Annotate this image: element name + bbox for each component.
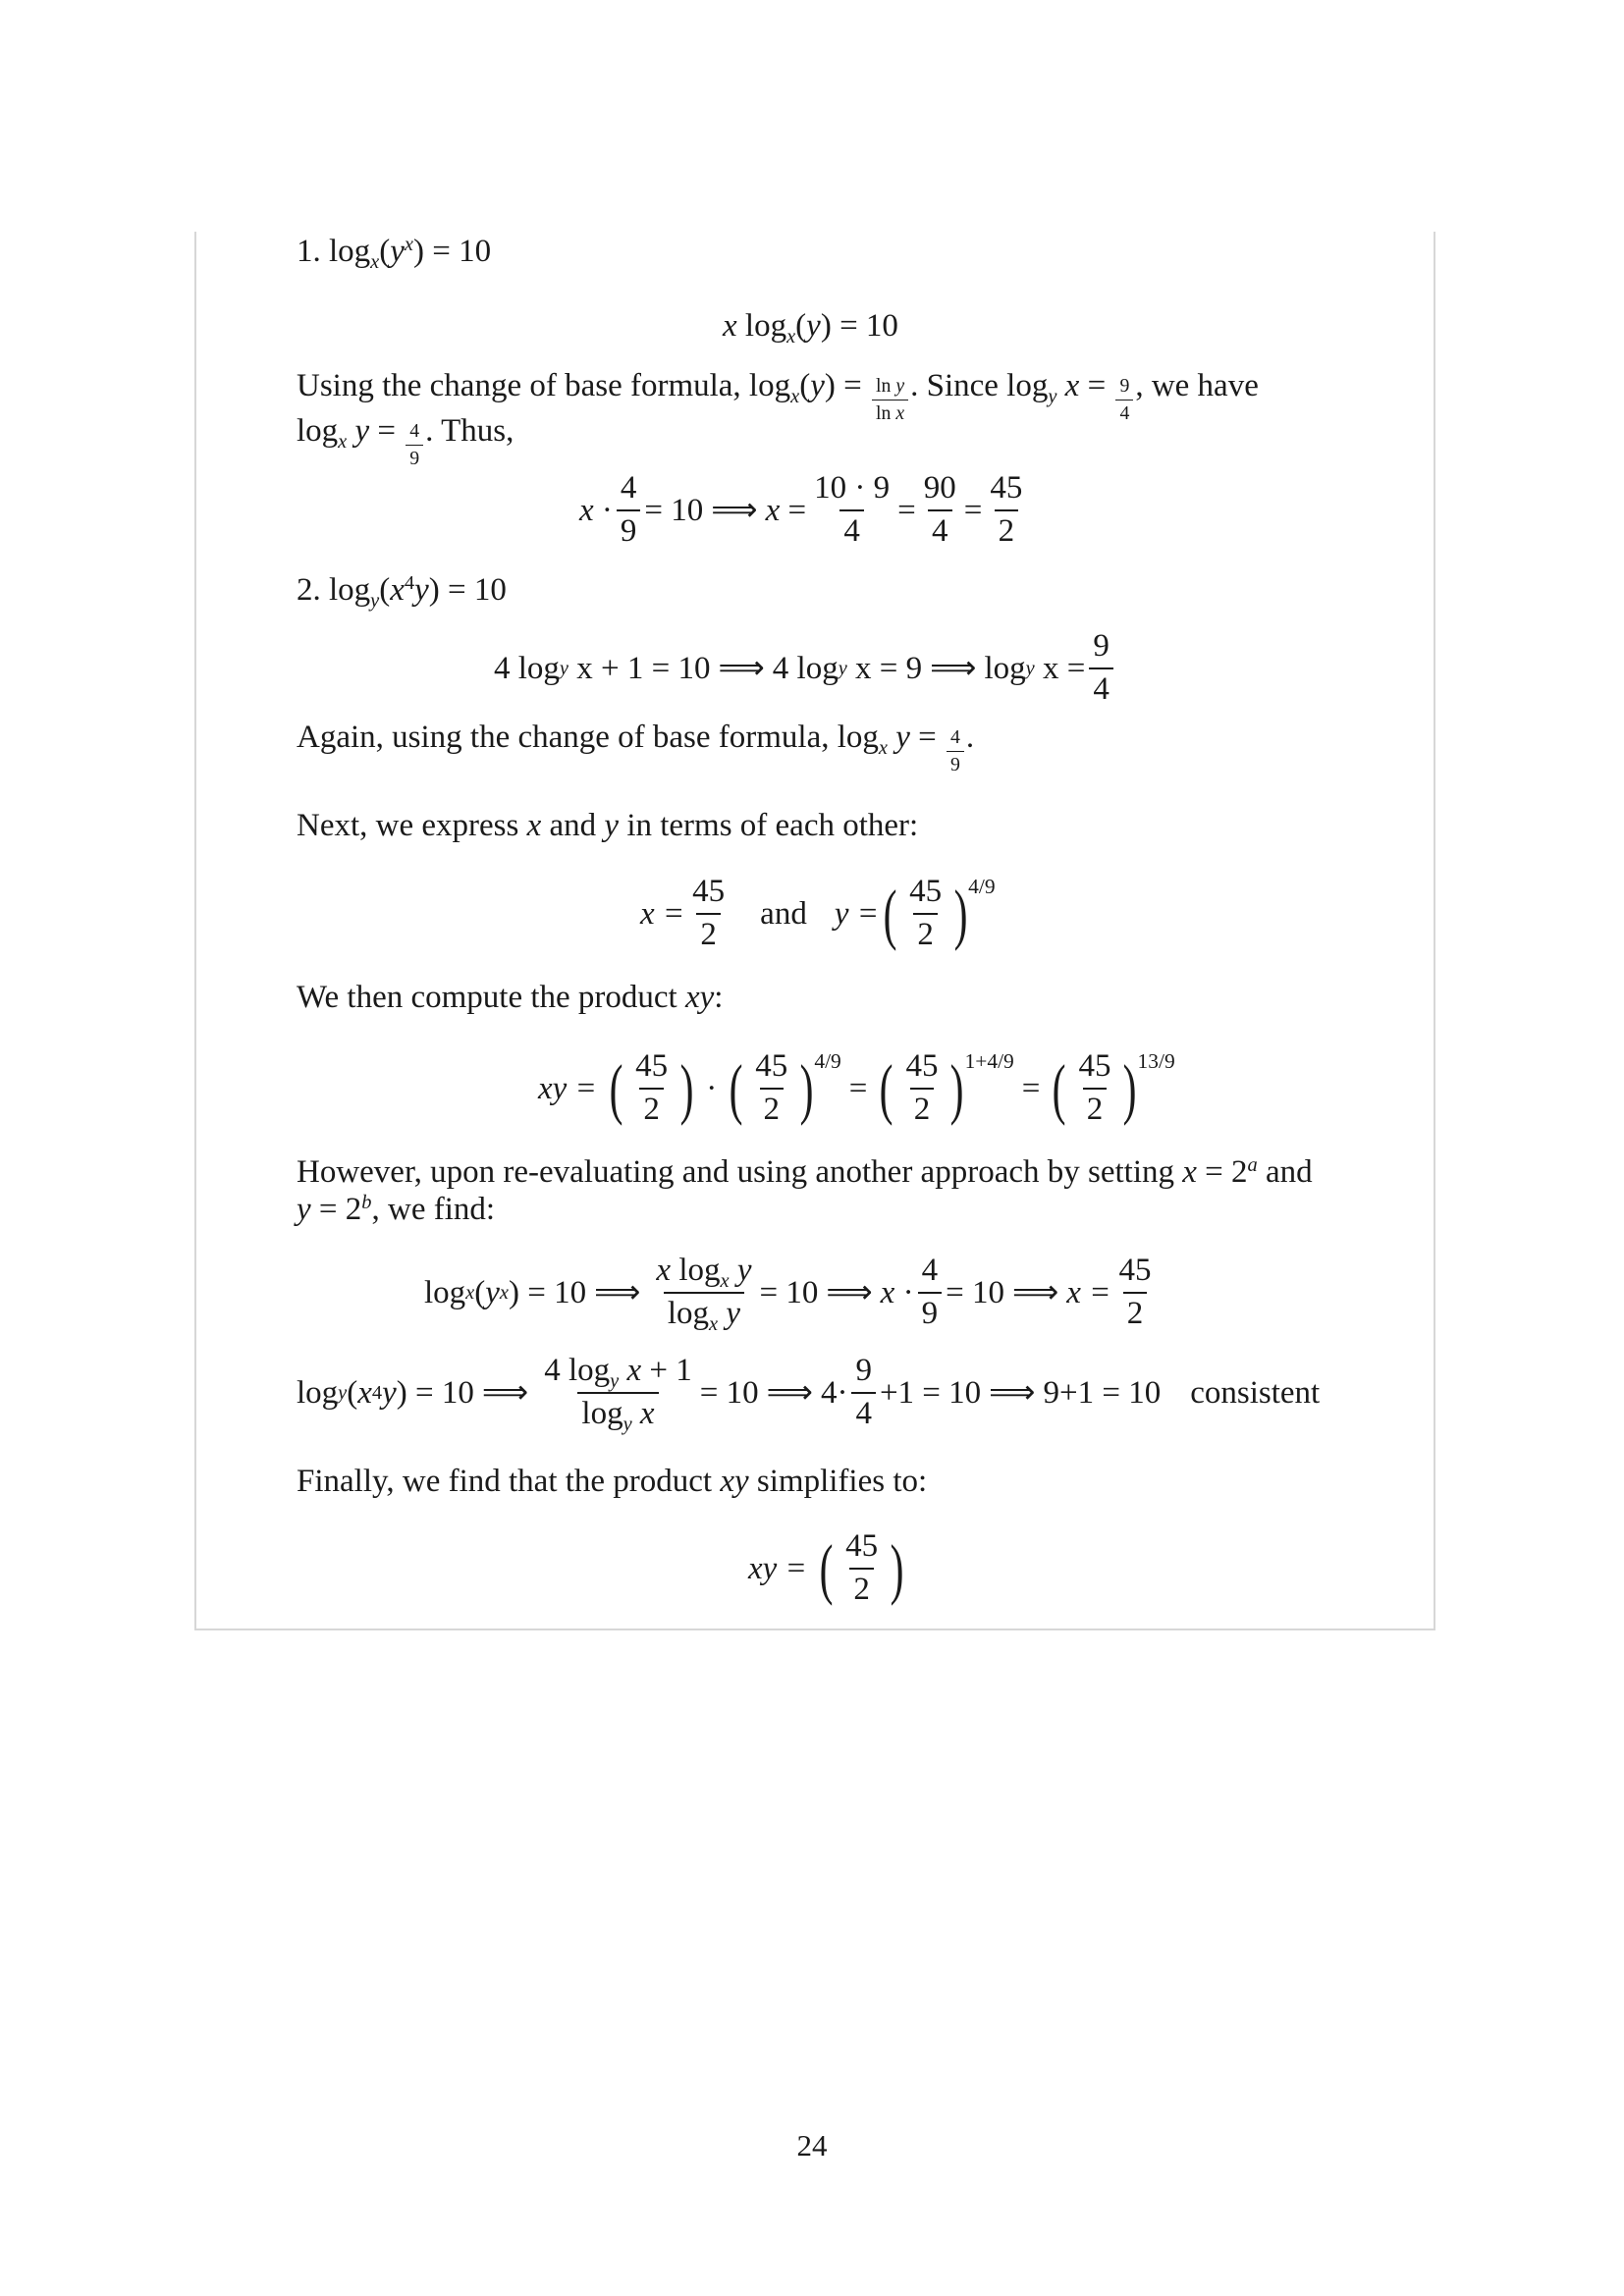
- paragraph-change-of-base: Using the change of base formula, $\log_x(y)$ = $\frac{\text{ln y}}{\text{ln x}}$ . Since $\log_y x$ = $\frac{9}{4}$ , we have: [297, 368, 1259, 424]
- paragraph-again: Again, using the change of base formula, $\log_x y$ = $\frac{4}{9}$ .: [297, 720, 975, 775]
- equation-6: log x ( y x ) = 10 ⟹ $\frac{x \log_x y}{\log_x y}$ = 10 ⟹ x · $\frac{4}{9}$ = 10 ⟹ x = $\frac{45}{2}$: [424, 1253, 1152, 1336]
- paragraph-compute: We then compute the product xy:: [297, 980, 724, 1015]
- paragraph-next: Next, we express x and y in terms of each other:: [297, 808, 919, 843]
- equation-1: x $\log_x(y) = 10$: [723, 308, 898, 348]
- paragraph-however: However, upon re-evaluating and using another approach by setting $x = 2^a$ and: [297, 1153, 1313, 1190]
- equation-4: x = $\frac{45}{2}$ and y = ( $\frac{45}{2}$ ) 4/9: [640, 874, 996, 952]
- equation-5: xy = ( $\frac{45}{2}$ ) · ( $\frac{45}{2}$ ) 4/9 = ( $\frac{45}{2}$ ) 1+4/9 = ( $\frac{45}{2}$ ) 13/9: [538, 1048, 1175, 1127]
- equation-2: x · $\frac{4}{9}$ = 10 ⟹ x = $\frac{10 \cdot 9}{4}$ = $\frac{90}{4}$ = $\frac{45}{2}$: [579, 470, 1023, 549]
- paragraph-however-line2: $y = 2^b$, we find:: [297, 1191, 496, 1227]
- paragraph-finally: Finally, we find that the product xy simplifies to:: [297, 1464, 928, 1499]
- page-number: 24: [796, 2128, 828, 2163]
- equation-7: log y ( x 4 y ) = 10 ⟹ $\frac{4 \log_y x + 1}{\log_y x}$ = 10 ⟹ 4· $\frac{9}{4}$ +1 = 10 ⟹ 9+1 = 10 consistent: [297, 1353, 1321, 1436]
- equation-8: xy = ( $\frac{45}{2}$ ): [748, 1528, 904, 1607]
- item-1: 1. $\log_x(y^x) = 10$: [297, 233, 492, 274]
- equation-3: 4 log y x + 1 = 10 ⟹ 4 log y x = 9 ⟹ log y x = $\frac{9}{4}$: [494, 630, 1117, 707]
- paragraph-change-of-base-line2: $\log_x y$ = $\frac{4}{9}$ . Thus,: [297, 413, 514, 469]
- item-2: 2. $\log_y(x^4y) = 10$: [297, 571, 507, 613]
